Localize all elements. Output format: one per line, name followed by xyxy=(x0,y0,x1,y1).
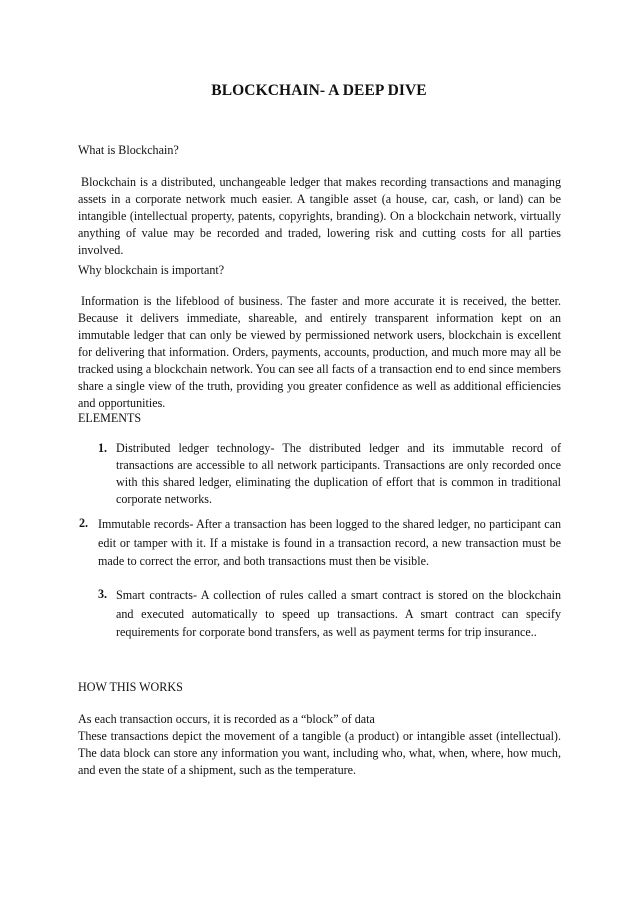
list-item-number: 1. xyxy=(98,441,108,455)
list-item-distributed-ledger: Distributed ledger technology- The distributed ledger and its immutable record of transactions are accessible to all network participants. Transactions are only recorded once with this shared ledger, eliminating the duplication of effort that is common in traditional corporate networks. xyxy=(116,441,561,506)
list-item-smart-contracts: Smart contracts- A collection of rules called a smart contract is stored on the blockchain and executed automatically to speed up transactions. A smart contract can specify requirements for corporate bond transfers, as well as payment terms for trip insurance.. xyxy=(116,588,561,639)
list-item-number: 3. xyxy=(98,587,108,601)
how-this-works-heading: HOW THIS WORKS xyxy=(78,680,183,694)
list-item-immutable-records: Immutable records- After a transaction has been logged to the shared ledger, no participant can edit or tamper with it. If a mistake is found in a transaction record, a new transaction must be made to correct the error, and both transactions must then be visible. xyxy=(98,517,561,568)
paragraph-how-it-works: These transactions depict the movement of a tangible (a product) or intangible asset (intellectual). The data block can store any information you want, including who, what, when, where, how much, and even the state of a shipment, such as the temperature. xyxy=(78,729,561,777)
elements-heading: ELEMENTS xyxy=(78,411,142,425)
paragraph-blockchain-definition: Blockchain is a distributed, unchangeable ledger that makes recording transactions and managing assets in a corporate network much easier. A tangible asset (a house, car, cash, or land) can be intangible (intellectual property, patents, copyrights, branding). On a blockchain network, virtually anything of value may be recorded and traded, lowering risk and cutting costs for all parties involved. xyxy=(78,175,561,257)
question-what-is-blockchain: What is Blockchain? xyxy=(78,143,179,157)
paragraph-why-important: Information is the lifeblood of business. The faster and more accurate it is received, the better. Because it delivers immediate, shareable, and entirely transparent information kept on an immutable ledger that can only be viewed by permissioned network users, blockchain is excellent for delivering that information. Orders, payments, accounts, production, and much more may all be tracked using a blockchain network. You can see all facts of a transaction end to end since members share a single view of the truth, providing you greater confidence as well as additional efficiencies and opportunities. xyxy=(78,294,561,410)
page-title: BLOCKCHAIN- A DEEP DIVE xyxy=(211,82,427,99)
question-why-important: Why blockchain is important? xyxy=(78,263,225,277)
list-item-number: 2. xyxy=(79,516,89,530)
how-first-line: As each transaction occurs, it is recorded as a “block” of data xyxy=(78,712,375,726)
